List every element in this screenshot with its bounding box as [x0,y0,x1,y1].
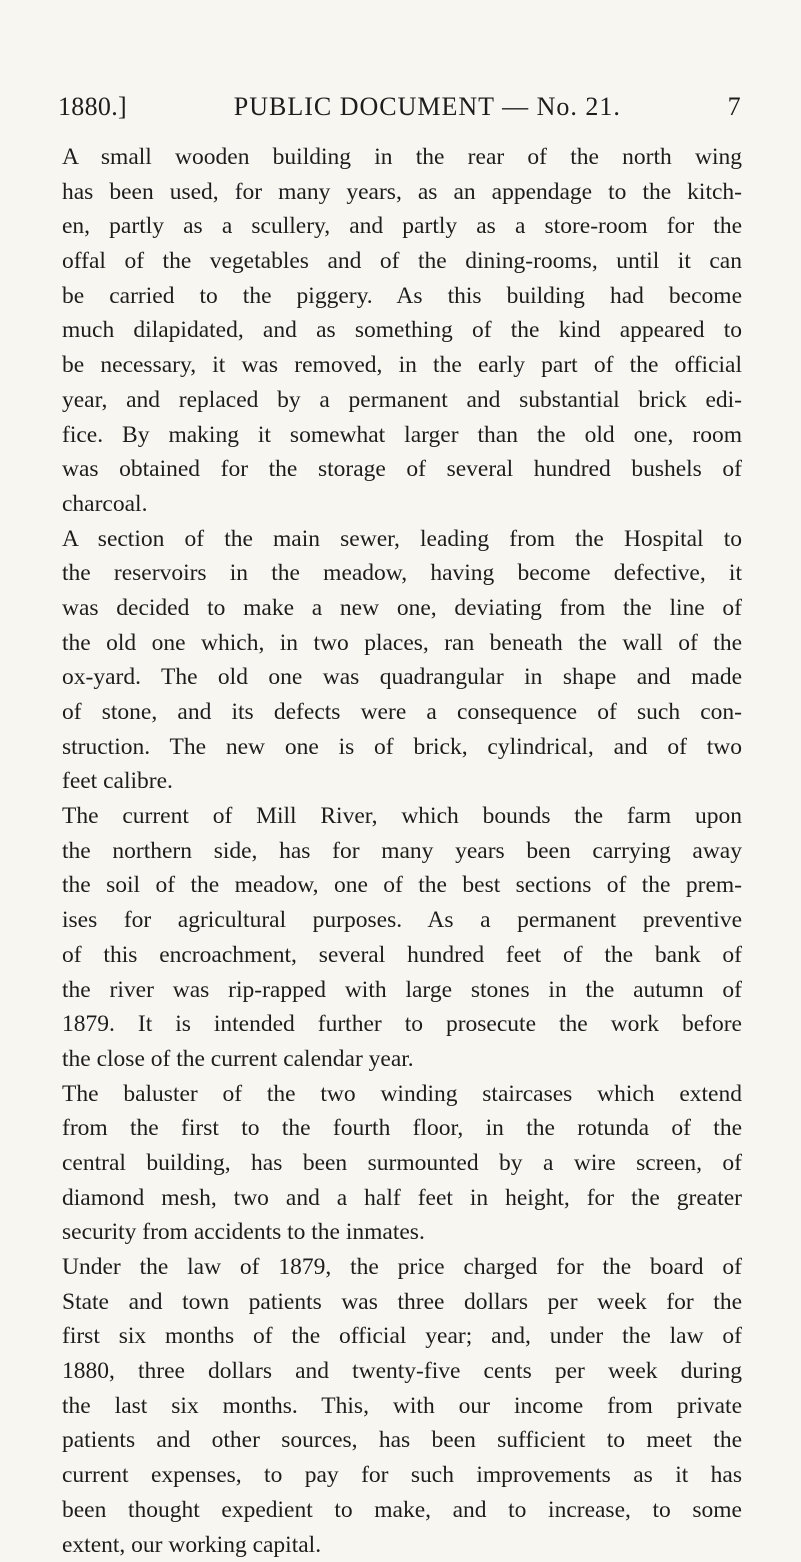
text-line: A section of the main sewer, leading from the Hospital to [62,522,742,557]
text-line: the soil of the meadow, one of the best sections of the prem- [62,868,742,903]
header-title: PUBLIC DOCUMENT — No. 21. [234,92,621,122]
text-line: the last six months. This, with our income from private [62,1389,742,1424]
text-line: of this encroachment, several hundred feet of the bank of [62,938,742,973]
text-line: 1879. It is intended further to prosecute the work before [62,1007,742,1042]
text-line: the reservoirs in the meadow, having become defective, it [62,556,742,591]
running-header [58,92,741,132]
text-line: The baluster of the two winding staircases which extend [62,1077,742,1112]
text-line: has been used, for many years, as an appendage to the kitch- [62,175,742,210]
text-line: en, partly as a scullery, and partly as a store-room for the [62,209,742,244]
text-line: patients and other sources, has been sufficient to meet the [62,1423,742,1458]
text-line: first six months of the official year; and, under the law of [62,1319,742,1354]
text-line: be carried to the piggery. As this building had become [62,279,742,314]
text-line: ox-yard. The old one was quadrangular in shape and made [62,660,742,695]
text-line: the river was rip-rapped with large stones in the autumn of [62,973,742,1008]
text-line: A small wooden building in the rear of the north wing [62,140,742,175]
text-line: the old one which, in two places, ran beneath the wall of the [62,626,742,661]
text-line: State and town patients was three dollars per week for the [62,1285,742,1320]
text-line: extent, our working capital. [62,1528,742,1562]
text-line: be necessary, it was removed, in the early part of the official [62,348,742,383]
text-line: struction. The new one is of brick, cylindrical, and of two [62,730,742,765]
text-line: Under the law of 1879, the price charged for the board of [62,1250,742,1285]
text-line: fice. By making it somewhat larger than the old one, room [62,418,742,453]
text-line: from the first to the fourth floor, in the rotunda of the [62,1111,742,1146]
text-line: feet calibre. [62,764,742,799]
text-line: ises for agricultural purposes. As a permanent preventive [62,903,742,938]
text-line: charcoal. [62,487,742,522]
text-line: current expenses, to pay for such improvements as it has [62,1458,742,1493]
body-text [62,140,742,1562]
text-line: 1880, three dollars and twenty-five cents per week during [62,1354,742,1389]
text-line: The current of Mill River, which bounds the farm upon [62,799,742,834]
page-number: 7 [728,92,741,122]
text-line: was obtained for the storage of several hundred bushels of [62,452,742,487]
header-year: 1880.] [58,92,127,122]
text-line: the northern side, has for many years been carrying away [62,834,742,869]
text-line: central building, has been surmounted by a wire screen, of [62,1146,742,1181]
text-line: been thought expedient to make, and to increase, to some [62,1493,742,1528]
text-line: security from accidents to the inmates. [62,1215,742,1250]
text-line: offal of the vegetables and of the dining-rooms, until it can [62,244,742,279]
text-line: much dilapidated, and as something of the kind appeared to [62,313,742,348]
text-line: year, and replaced by a permanent and substantial brick edi- [62,383,742,418]
text-line: diamond mesh, two and a half feet in height, for the greater [62,1181,742,1216]
text-line: the close of the current calendar year. [62,1042,742,1077]
text-line: of stone, and its defects were a consequence of such con- [62,695,742,730]
text-line: was decided to make a new one, deviating from the line of [62,591,742,626]
